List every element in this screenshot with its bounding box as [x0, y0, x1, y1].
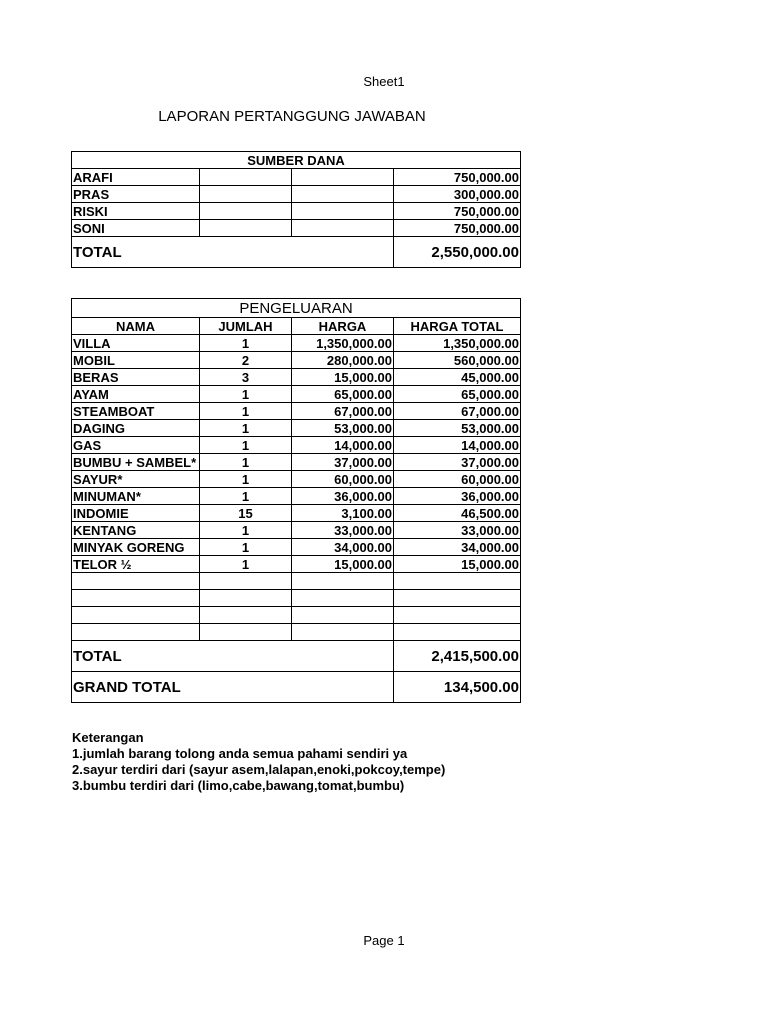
pengeluaran-header: PENGELUARAN: [72, 299, 521, 318]
table-row: [72, 203, 521, 220]
expense-name: INDOMIE: [72, 505, 200, 522]
expense-total: 60,000.00: [394, 471, 521, 488]
expense-name: SAYUR*: [72, 471, 200, 488]
expense-name: MINUMAN*: [72, 488, 200, 505]
empty-row: [72, 590, 521, 607]
report-title: LAPORAN PERTANGGUNG JAWABAN: [158, 108, 426, 125]
table-row: [72, 488, 521, 505]
table-row: [72, 556, 521, 573]
expense-total: 36,000.00: [394, 488, 521, 505]
table-row: [72, 403, 521, 420]
expense-quantity: 1: [200, 420, 292, 437]
expense-quantity: 2: [200, 352, 292, 369]
sumber-amount: 750,000.00: [394, 220, 521, 237]
sumber-name: ARAFI: [72, 169, 200, 186]
expense-name: DAGING: [72, 420, 200, 437]
expense-name: BUMBU + SAMBEL*: [72, 454, 200, 471]
table-row: [72, 335, 521, 352]
expense-name: AYAM: [72, 386, 200, 403]
expense-quantity: 3: [200, 369, 292, 386]
empty-row: [72, 573, 521, 590]
table-row: [72, 369, 521, 386]
expense-total: 65,000.00: [394, 386, 521, 403]
sumber-dana-header: SUMBER DANA: [72, 152, 521, 169]
expense-total: 45,000.00: [394, 369, 521, 386]
table-row: [72, 169, 521, 186]
table-row: [72, 522, 521, 539]
table-row: [72, 420, 521, 437]
table-row: [72, 437, 521, 454]
expense-total: 33,000.00: [394, 522, 521, 539]
expense-total: 37,000.00: [394, 454, 521, 471]
expense-price: 1,350,000.00: [292, 335, 394, 352]
expense-price: 33,000.00: [292, 522, 394, 539]
table-row: [72, 539, 521, 556]
page-number: Page 1: [363, 933, 405, 948]
table-row: [72, 386, 521, 403]
pengeluaran-table: [71, 298, 521, 703]
expense-price: 15,000.00: [292, 369, 394, 386]
table-row: [72, 471, 521, 488]
column-headers: [72, 318, 521, 335]
expense-price: 34,000.00: [292, 539, 394, 556]
pengeluaran-rows: [72, 335, 521, 573]
column-header-jumlah: JUMLAH: [200, 318, 292, 335]
sumber-total-value: 2,550,000.00: [394, 237, 521, 268]
pengeluaran-total-value: 2,415,500.00: [394, 641, 521, 672]
expense-price: 15,000.00: [292, 556, 394, 573]
grand-total-value: 134,500.00: [394, 672, 521, 703]
empty-row: [72, 624, 521, 641]
sumber-name: SONI: [72, 220, 200, 237]
expense-quantity: 1: [200, 386, 292, 403]
expense-total: 1,350,000.00: [394, 335, 521, 352]
column-header-harga-total: HARGA TOTAL: [394, 318, 521, 335]
notes-heading: Keterangan: [72, 730, 144, 745]
pengeluaran-total-label: TOTAL: [72, 641, 394, 672]
sumber-dana-table: [71, 151, 521, 268]
expense-price: 36,000.00: [292, 488, 394, 505]
table-row: [72, 505, 521, 522]
expense-quantity: 1: [200, 556, 292, 573]
expense-quantity: 1: [200, 488, 292, 505]
expense-quantity: 15: [200, 505, 292, 522]
expense-total: 34,000.00: [394, 539, 521, 556]
table-row: [72, 352, 521, 369]
sumber-total-label: TOTAL: [72, 237, 394, 268]
keterangan-notes: [72, 730, 445, 794]
expense-quantity: 1: [200, 403, 292, 420]
sheet-name: Sheet1: [363, 74, 405, 89]
expense-total: 53,000.00: [394, 420, 521, 437]
table-row: [72, 220, 521, 237]
sumber-name: RISKI: [72, 203, 200, 220]
note-line: 2.sayur terdiri dari (sayur asem,lalapan,enoki,pokcoy,tempe): [72, 762, 446, 777]
expense-total: 46,500.00: [394, 505, 521, 522]
expense-total: 14,000.00: [394, 437, 521, 454]
expense-quantity: 1: [200, 454, 292, 471]
expense-total: 560,000.00: [394, 352, 521, 369]
expense-total: 67,000.00: [394, 403, 521, 420]
expense-total: 15,000.00: [394, 556, 521, 573]
expense-name: MINYAK GORENG: [72, 539, 200, 556]
expense-name: BERAS: [72, 369, 200, 386]
sumber-amount: 750,000.00: [394, 169, 521, 186]
expense-name: MOBIL: [72, 352, 200, 369]
table-row: [72, 454, 521, 471]
sumber-amount: 300,000.00: [394, 186, 521, 203]
expense-price: 60,000.00: [292, 471, 394, 488]
pengeluaran-empty-rows: [72, 573, 521, 641]
expense-quantity: 1: [200, 539, 292, 556]
grand-total-label: GRAND TOTAL: [72, 672, 394, 703]
note-line: 1.jumlah barang tolong anda semua pahami sendiri ya: [72, 746, 408, 761]
expense-name: TELOR ½: [72, 556, 200, 573]
expense-price: 280,000.00: [292, 352, 394, 369]
column-header-nama: NAMA: [72, 318, 200, 335]
empty-row: [72, 607, 521, 624]
sumber-amount: 750,000.00: [394, 203, 521, 220]
sumber-name: PRAS: [72, 186, 200, 203]
expense-price: 65,000.00: [292, 386, 394, 403]
expense-price: 3,100.00: [292, 505, 394, 522]
expense-price: 67,000.00: [292, 403, 394, 420]
expense-price: 37,000.00: [292, 454, 394, 471]
expense-name: KENTANG: [72, 522, 200, 539]
expense-price: 53,000.00: [292, 420, 394, 437]
expense-quantity: 1: [200, 522, 292, 539]
note-line: 3.bumbu terdiri dari (limo,cabe,bawang,tomat,bumbu): [72, 778, 405, 793]
expense-name: GAS: [72, 437, 200, 454]
expense-quantity: 1: [200, 335, 292, 352]
table-row: [72, 186, 521, 203]
expense-price: 14,000.00: [292, 437, 394, 454]
expense-quantity: 1: [200, 471, 292, 488]
expense-name: STEAMBOAT: [72, 403, 200, 420]
expense-quantity: 1: [200, 437, 292, 454]
column-header-harga: HARGA: [292, 318, 394, 335]
expense-name: VILLA: [72, 335, 200, 352]
